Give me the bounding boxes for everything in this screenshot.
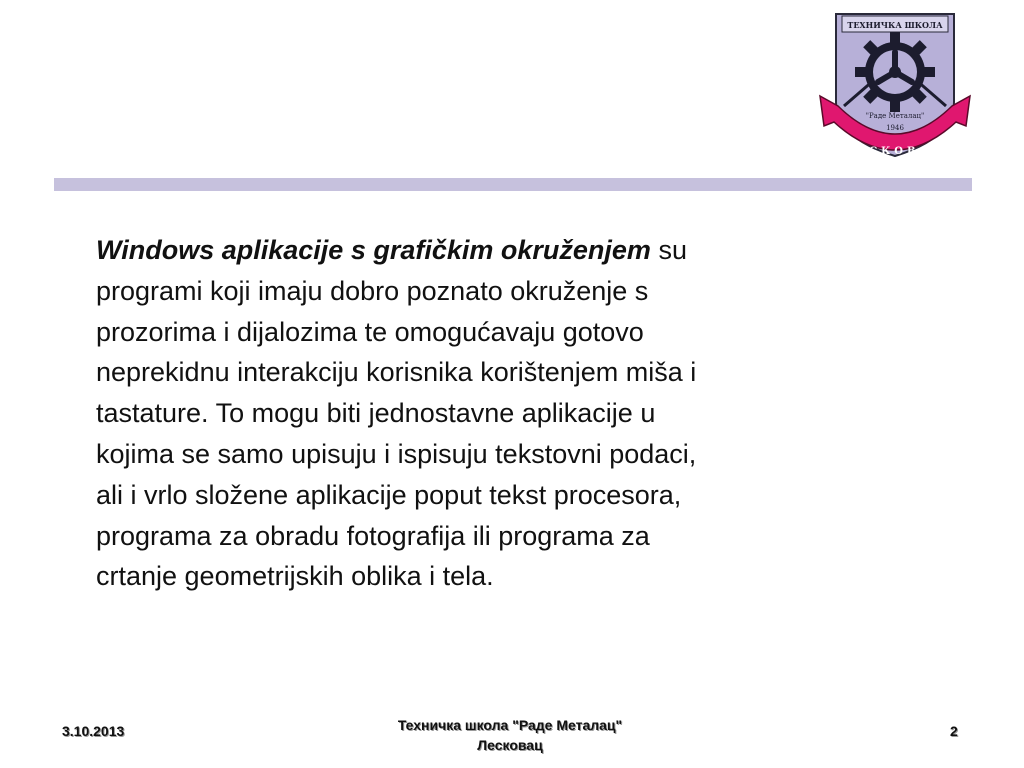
header-divider: [54, 178, 972, 191]
slide-body: [96, 230, 896, 597]
logo-year: 1946: [886, 124, 904, 132]
footer-school-name: Техничка школа "Раде Металац": [397, 717, 623, 733]
logo-ribbon-text: ЛЕСКОВАЦ: [844, 146, 946, 157]
footer-date: 3.10.2013: [62, 723, 125, 739]
logo-top-text: ТЕХНИЧКА ШКОЛА: [847, 20, 943, 30]
footer-school-city: Лесковац: [477, 737, 543, 753]
footer-school: [310, 715, 710, 755]
slide-body-text: su programi koji imaju dobro poznato okruženje s prozorima i dijalozima te omogućavaju gotovo neprekidnu interakciju korisnika korištenjem miša i tastature. To mogu biti jednostavne aplikacije u kojima se samo upisuju i ispisuju tekstovni podaci, ali i vrlo složene aplikacije poput tekst procesora, programa za obradu fotografija ili programa za crtanje geometrijskih oblika i tela.: [96, 235, 697, 592]
school-logo: [816, 10, 974, 170]
footer-page-number: 2: [950, 723, 958, 739]
gear-icon: [855, 32, 935, 112]
logo-name: "Раде Металац": [865, 112, 925, 120]
slide-lead-text: Windows aplikacije s grafičkim okruženjem: [96, 235, 651, 265]
